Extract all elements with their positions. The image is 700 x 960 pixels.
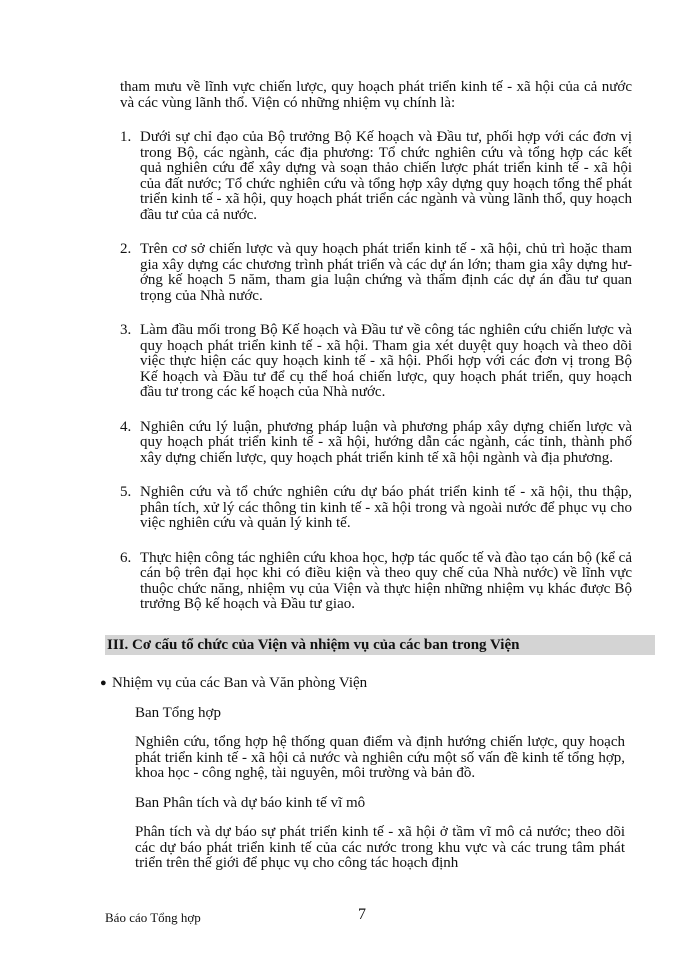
list-item (120, 551, 632, 613)
list-item (120, 420, 632, 467)
item-number: 1. (120, 129, 132, 145)
item-text: Dưới sự chỉ đạo của Bộ trưởng Bộ Kế hoạch và Đầu tư, phối hợp với các đơn vị trong Bộ, các ngành, các địa phương: Tổ chức nghiên cứu và tổng hợp các kết quả nghiên cứu để xây dựng và soạn thảo chiến lược phát triển kinh tế - xã hội của đất nước; Tổ chức nghiên cứu và tổng hợp xây dựng quy hoạch tổng thể phát triển kinh tế - xã hội, quy hoạch phát triển các ngành và vùng lãnh thổ, quy hoạch đầu tư của cả nước. (140, 129, 632, 223)
list-item (120, 485, 632, 532)
subsection-title: Ban Phân tích và dự báo kinh tế vĩ mô (135, 795, 366, 811)
bullet-text: Nhiệm vụ của các Ban và Văn phòng Viện (112, 675, 368, 691)
list-item (120, 130, 632, 223)
duties-list (120, 130, 632, 632)
item-text: Nghiên cứu và tổ chức nghiên cứu dự báo phát triển kinh tế - xã hội, thu thập, phân tích, xử lý các thông tin kinh tế - xã hội trong và ngoài nước để phục vụ cho việc nghiên cứu và quản lý kinh tế. (140, 484, 632, 531)
item-number: 3. (120, 322, 132, 338)
item-number: 2. (120, 241, 132, 257)
list-item (120, 323, 632, 401)
item-text: Nghiên cứu lý luận, phương pháp luận và phương pháp xây dựng chiến lược và quy hoạch phát triển kinh tế - xã hội, hướng dẫn các ngành, các tỉnh, thành phố xây dựng chiến lược, quy hoạch phát triển kinh tế xã hội ngành và địa phương. (140, 418, 632, 466)
page-number: 7 (358, 906, 366, 923)
footer-title: Báo cáo Tổng hợp (105, 910, 201, 925)
subsection-body: Phân tích và dự báo sự phát triển kinh tế - xã hội ở tầm vĩ mô cả nước; theo dõi các dự báo phát triển kinh tế của các nước trong khu vực và các trung tâm phát triển trên thế giới để phục vụ cho công tác hoạch định (135, 824, 625, 871)
subsection-body: Nghiên cứu, tổng hợp hệ thống quan điểm và định hướng chiến lược, quy hoạch phát triển kinh tế - xã hội cả nước và nghiên cứu một số vấn đề kinh tế tổng hợp, khoa học - công nghệ, tài nguyên, môi trường và bản đồ. (135, 734, 625, 781)
item-text: Thực hiện công tác nghiên cứu khoa học, hợp tác quốc tế và đào tạo cán bộ (kể cả cán bộ trên đại học khi có điều kiện và theo quy chế của Nhà nước) về lĩnh vực thuộc chức năng, nhiệm vụ của Viện và thực hiện những nhiệm vụ khác được Bộ trưởng Bộ kế hoạch và Đầu tư giao. (140, 549, 632, 612)
intro-paragraph: tham mưu về lĩnh vực chiến lược, quy hoạch phát triển kinh tế - xã hội của cả nước và các vùng lãnh thổ. Viện có những nhiệm vụ chính là: (120, 79, 632, 111)
item-number: 6. (120, 549, 132, 566)
bullet-icon: ● (100, 677, 107, 689)
item-number: 4. (120, 418, 132, 435)
item-text: Trên cơ sở chiến lược và quy hoạch phát triển kinh tế - xã hội, chủ trì hoặc tham gia xây dựng các chương trình phát triển và các dự án lớn; tham gia xây dựng hướng kế hoạch 5 năm, tham gia luận chứng và thẩm định các dự án đầu tư quan trọng của Nhà nước. (140, 241, 632, 304)
section-heading: III. Cơ cấu tổ chức của Viện và nhiệm vụ của các ban trong Viện (105, 635, 655, 655)
item-number: 5. (120, 484, 132, 500)
list-item (120, 242, 632, 304)
bullet-item (100, 675, 640, 692)
item-text: Làm đầu mối trong Bộ Kế hoạch và Đầu tư về công tác nghiên cứu chiến lược và quy hoạch phát triển kinh tế - xã hội. Tham gia xét duyệt quy hoạch và theo dõi việc thực hiện các quy hoạch kinh tế - xã hội. Phối hợp với các đơn vị trong Bộ Kế hoạch và Đầu tư để cụ thể hoá chiến lược, quy hoạch phát triển, quy hoạch đầu tư trong các kế hoạch của Nhà nước. (140, 322, 632, 400)
subsection-title: Ban Tổng hợp (135, 705, 221, 721)
